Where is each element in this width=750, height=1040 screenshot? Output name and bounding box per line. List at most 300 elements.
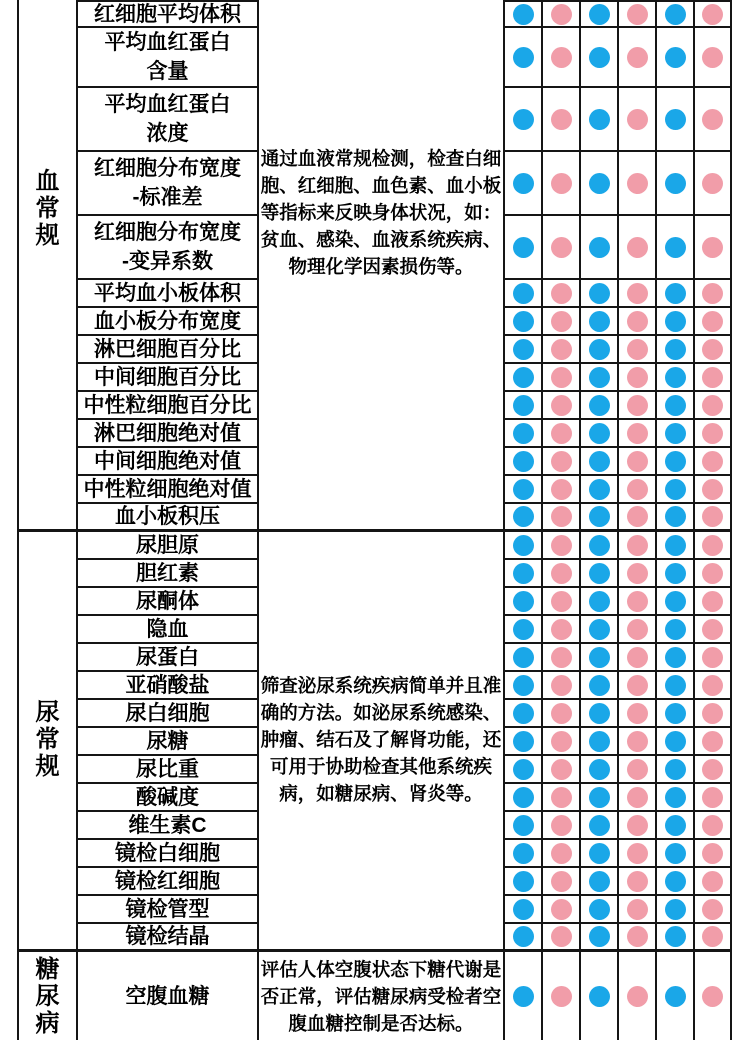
package-included-dot xyxy=(665,535,686,556)
description-line: 评估人体空腹状态下糖代谢是 xyxy=(260,958,502,980)
package-dot-cell xyxy=(657,532,695,560)
test-item-label: 血小板分布宽度 xyxy=(94,309,241,333)
package-included-dot xyxy=(665,451,686,472)
package-included-dot xyxy=(551,4,572,25)
package-included-dot xyxy=(513,451,534,472)
package-included-dot xyxy=(589,506,610,527)
test-item-label: 红细胞平均体积 xyxy=(94,2,241,26)
package-included-dot xyxy=(702,591,723,612)
package-dot-cell xyxy=(543,812,581,840)
package-dot-cell xyxy=(543,700,581,728)
package-included-dot xyxy=(551,173,572,194)
package-included-dot xyxy=(665,675,686,696)
package-dot-cell xyxy=(543,152,581,216)
package-included-dot xyxy=(551,283,572,304)
package-included-dot xyxy=(702,619,723,640)
package-dot-cell xyxy=(505,280,543,308)
package-included-dot xyxy=(702,109,723,130)
package-dot-cell xyxy=(581,532,619,560)
package-included-dot xyxy=(627,759,648,780)
test-item-cell xyxy=(78,216,259,280)
test-item-label: 镜检管型 xyxy=(125,897,210,921)
package-included-dot xyxy=(513,367,534,388)
test-item-cell xyxy=(78,784,259,812)
package-dot-cell xyxy=(695,896,732,924)
package-dot-cell xyxy=(581,588,619,616)
package-dot-cell xyxy=(619,280,657,308)
package-included-dot xyxy=(627,311,648,332)
package-dot-cell xyxy=(619,924,657,952)
package-included-dot xyxy=(551,787,572,808)
package-dot-cell xyxy=(695,532,732,560)
package-dot-cell xyxy=(657,152,695,216)
test-item-label: 含量 xyxy=(146,60,189,83)
package-included-dot xyxy=(702,173,723,194)
test-item-cell xyxy=(78,28,259,88)
package-included-dot xyxy=(627,367,648,388)
test-item-cell xyxy=(78,336,259,364)
package-dot-cell xyxy=(657,616,695,644)
package-dot-cell xyxy=(543,448,581,476)
package-dot-cell xyxy=(695,700,732,728)
package-dot-cell xyxy=(619,364,657,392)
package-included-dot xyxy=(513,4,534,25)
package-included-dot xyxy=(589,926,610,947)
test-item-label: 镜检白细胞 xyxy=(115,841,220,865)
package-dot-cell xyxy=(695,28,732,88)
package-included-dot xyxy=(551,899,572,920)
description-line: 通过血液常规检测，检查白细 xyxy=(260,148,502,169)
test-item-label: 尿糖 xyxy=(146,729,189,753)
package-included-dot xyxy=(665,591,686,612)
package-dot-cell xyxy=(695,868,732,896)
package-included-dot xyxy=(513,173,534,194)
test-item-cell xyxy=(78,924,259,952)
category-char: 规 xyxy=(35,222,60,249)
package-included-dot xyxy=(702,311,723,332)
package-included-dot xyxy=(551,395,572,416)
test-item-label: -变异系数 xyxy=(122,250,213,273)
package-dot-cell xyxy=(695,728,732,756)
package-included-dot xyxy=(665,367,686,388)
category-cell xyxy=(19,952,78,1040)
package-dot-cell xyxy=(581,756,619,784)
package-included-dot xyxy=(513,899,534,920)
package-dot-cell xyxy=(581,28,619,88)
test-item-cell xyxy=(78,616,259,644)
test-item-cell xyxy=(78,280,259,308)
package-dot-cell xyxy=(505,532,543,560)
package-dot-cell xyxy=(543,336,581,364)
package-dot-cell xyxy=(619,216,657,280)
package-dot-cell xyxy=(581,812,619,840)
package-dot-cell xyxy=(581,952,619,1040)
package-included-dot xyxy=(627,815,648,836)
package-dot-cell xyxy=(581,0,619,28)
description-line: 病，如糖尿病、肾炎等。 xyxy=(279,783,483,804)
package-included-dot xyxy=(627,109,648,130)
package-included-dot xyxy=(513,926,534,947)
package-included-dot xyxy=(627,479,648,500)
package-included-dot xyxy=(627,173,648,194)
package-included-dot xyxy=(513,339,534,360)
package-included-dot xyxy=(665,926,686,947)
package-included-dot xyxy=(589,109,610,130)
package-included-dot xyxy=(589,675,610,696)
package-dot-cell xyxy=(657,0,695,28)
package-included-dot xyxy=(551,479,572,500)
package-dot-cell xyxy=(695,672,732,700)
test-item-label: -标准差 xyxy=(132,186,203,209)
package-included-dot xyxy=(702,986,723,1007)
package-dot-cell xyxy=(581,280,619,308)
package-dot-cell xyxy=(619,952,657,1040)
package-included-dot xyxy=(627,237,648,258)
package-dot-cell xyxy=(657,840,695,868)
package-dot-cell xyxy=(657,216,695,280)
package-included-dot xyxy=(702,675,723,696)
test-item-label: 尿白细胞 xyxy=(125,701,210,725)
package-included-dot xyxy=(513,759,534,780)
package-included-dot xyxy=(627,899,648,920)
package-included-dot xyxy=(627,703,648,724)
package-dot-cell xyxy=(695,924,732,952)
package-dot-cell xyxy=(695,784,732,812)
category-char: 病 xyxy=(35,1009,60,1037)
package-dot-cell xyxy=(695,420,732,448)
package-dot-cell xyxy=(657,364,695,392)
package-dot-cell xyxy=(657,644,695,672)
package-dot-cell xyxy=(695,152,732,216)
package-dot-cell xyxy=(581,784,619,812)
package-dot-cell xyxy=(505,28,543,88)
package-dot-cell xyxy=(657,700,695,728)
package-included-dot xyxy=(627,4,648,25)
package-dot-cell xyxy=(505,868,543,896)
package-dot-cell xyxy=(543,364,581,392)
test-item-cell xyxy=(78,420,259,448)
test-item-label: 尿比重 xyxy=(136,757,199,781)
package-dot-cell xyxy=(657,420,695,448)
package-included-dot xyxy=(589,619,610,640)
package-dot-cell xyxy=(695,476,732,504)
category-cell xyxy=(19,0,78,532)
package-included-dot xyxy=(702,423,723,444)
package-included-dot xyxy=(627,339,648,360)
package-dot-cell xyxy=(543,588,581,616)
package-included-dot xyxy=(702,283,723,304)
package-dot-cell xyxy=(505,364,543,392)
package-included-dot xyxy=(513,675,534,696)
package-dot-cell xyxy=(695,216,732,280)
package-included-dot xyxy=(513,619,534,640)
package-dot-cell xyxy=(695,588,732,616)
test-item-label: 亚硝酸盐 xyxy=(125,673,210,697)
category-char: 常 xyxy=(35,195,60,222)
package-dot-cell xyxy=(543,392,581,420)
package-dot-cell xyxy=(657,476,695,504)
category-char: 血 xyxy=(35,168,60,195)
test-item-cell xyxy=(78,532,259,560)
package-dot-cell xyxy=(619,728,657,756)
package-dot-cell xyxy=(505,448,543,476)
package-included-dot xyxy=(513,479,534,500)
package-dot-cell xyxy=(619,392,657,420)
package-dot-cell xyxy=(543,504,581,532)
package-dot-cell xyxy=(657,448,695,476)
package-included-dot xyxy=(513,787,534,808)
test-item-cell xyxy=(78,504,259,532)
package-included-dot xyxy=(551,759,572,780)
package-dot-cell xyxy=(581,728,619,756)
package-included-dot xyxy=(513,506,534,527)
test-item-label: 淋巴细胞百分比 xyxy=(94,337,241,361)
category-char: 常 xyxy=(35,726,60,753)
package-included-dot xyxy=(665,563,686,584)
package-included-dot xyxy=(513,843,534,864)
package-included-dot xyxy=(665,283,686,304)
package-dot-cell xyxy=(505,952,543,1040)
package-included-dot xyxy=(589,759,610,780)
test-item-label: 尿胆原 xyxy=(136,533,199,557)
package-dot-cell xyxy=(695,280,732,308)
package-dot-cell xyxy=(543,560,581,588)
package-included-dot xyxy=(589,647,610,668)
test-item-cell xyxy=(78,700,259,728)
package-included-dot xyxy=(513,237,534,258)
package-included-dot xyxy=(702,395,723,416)
package-included-dot xyxy=(589,731,610,752)
package-included-dot xyxy=(589,986,610,1007)
package-dot-cell xyxy=(619,308,657,336)
test-item-cell xyxy=(78,476,259,504)
package-dot-cell xyxy=(505,216,543,280)
package-included-dot xyxy=(551,647,572,668)
package-included-dot xyxy=(513,647,534,668)
test-item-label: 隐血 xyxy=(146,617,189,641)
package-included-dot xyxy=(551,986,572,1007)
package-included-dot xyxy=(551,535,572,556)
test-item-label: 维生素C xyxy=(128,813,207,837)
package-dot-cell xyxy=(657,280,695,308)
package-included-dot xyxy=(665,871,686,892)
package-included-dot xyxy=(589,787,610,808)
package-dot-cell xyxy=(505,700,543,728)
package-dot-cell xyxy=(543,868,581,896)
package-dot-cell xyxy=(543,28,581,88)
package-included-dot xyxy=(702,339,723,360)
package-included-dot xyxy=(627,506,648,527)
package-dot-cell xyxy=(695,644,732,672)
package-included-dot xyxy=(513,871,534,892)
test-item-label: 浓度 xyxy=(146,122,189,145)
package-included-dot xyxy=(551,339,572,360)
package-dot-cell xyxy=(505,0,543,28)
package-included-dot xyxy=(702,815,723,836)
package-dot-cell xyxy=(619,784,657,812)
package-dot-cell xyxy=(619,672,657,700)
package-dot-cell xyxy=(581,868,619,896)
package-dot-cell xyxy=(695,560,732,588)
package-dot-cell xyxy=(695,952,732,1040)
category-cell xyxy=(19,532,78,952)
package-included-dot xyxy=(702,479,723,500)
package-included-dot xyxy=(627,47,648,68)
test-item-label: 红细胞分布宽度 xyxy=(94,221,241,244)
package-included-dot xyxy=(551,451,572,472)
description-line: 贫血、感染、血液系统疾病、 xyxy=(260,229,502,250)
package-included-dot xyxy=(589,703,610,724)
package-dot-cell xyxy=(581,336,619,364)
package-dot-cell xyxy=(619,532,657,560)
package-dot-cell xyxy=(581,700,619,728)
package-included-dot xyxy=(551,237,572,258)
package-dot-cell xyxy=(695,364,732,392)
package-included-dot xyxy=(702,843,723,864)
package-dot-cell xyxy=(543,88,581,152)
package-dot-cell xyxy=(695,504,732,532)
package-dot-cell xyxy=(581,896,619,924)
package-included-dot xyxy=(665,47,686,68)
package-dot-cell xyxy=(695,616,732,644)
package-dot-cell xyxy=(505,420,543,448)
package-dot-cell xyxy=(543,672,581,700)
test-item-label: 空腹血糖 xyxy=(125,984,210,1008)
package-dot-cell xyxy=(581,448,619,476)
test-item-label: 红细胞分布宽度 xyxy=(94,157,241,180)
package-dot-cell xyxy=(505,560,543,588)
package-included-dot xyxy=(665,899,686,920)
package-included-dot xyxy=(627,871,648,892)
package-dot-cell xyxy=(543,532,581,560)
package-dot-cell xyxy=(581,216,619,280)
package-dot-cell xyxy=(505,812,543,840)
category-char: 尿 xyxy=(35,699,60,726)
package-included-dot xyxy=(665,173,686,194)
package-included-dot xyxy=(513,703,534,724)
package-dot-cell xyxy=(695,840,732,868)
package-included-dot xyxy=(702,731,723,752)
package-dot-cell xyxy=(505,476,543,504)
package-included-dot xyxy=(627,986,648,1007)
package-dot-cell xyxy=(619,0,657,28)
package-dot-cell xyxy=(657,392,695,420)
package-dot-cell xyxy=(619,588,657,616)
package-included-dot xyxy=(589,173,610,194)
package-dot-cell xyxy=(619,336,657,364)
description-line: 可用于协助检查其他系统疾 xyxy=(269,756,492,777)
package-dot-cell xyxy=(505,336,543,364)
package-included-dot xyxy=(589,47,610,68)
package-included-dot xyxy=(513,47,534,68)
test-item-label: 中间细胞百分比 xyxy=(94,365,241,389)
package-dot-cell xyxy=(505,784,543,812)
package-included-dot xyxy=(627,423,648,444)
package-dot-cell xyxy=(657,308,695,336)
package-included-dot xyxy=(627,563,648,584)
category-char: 规 xyxy=(35,753,60,780)
package-dot-cell xyxy=(695,0,732,28)
package-dot-cell xyxy=(505,616,543,644)
package-dot-cell xyxy=(695,756,732,784)
test-item-cell xyxy=(78,0,259,28)
test-item-cell xyxy=(78,448,259,476)
test-item-cell xyxy=(78,952,259,1040)
test-item-cell xyxy=(78,672,259,700)
package-dot-cell xyxy=(657,336,695,364)
package-included-dot xyxy=(665,843,686,864)
package-included-dot xyxy=(513,731,534,752)
package-dot-cell xyxy=(543,728,581,756)
test-item-cell xyxy=(78,896,259,924)
test-item-cell xyxy=(78,728,259,756)
package-dot-cell xyxy=(657,756,695,784)
category-char: 尿 xyxy=(35,982,60,1010)
package-included-dot xyxy=(551,311,572,332)
package-included-dot xyxy=(665,986,686,1007)
package-included-dot xyxy=(551,731,572,752)
package-dot-cell xyxy=(581,616,619,644)
test-item-cell xyxy=(78,88,259,152)
package-dot-cell xyxy=(581,364,619,392)
description-cell xyxy=(259,532,505,952)
package-dot-cell xyxy=(619,28,657,88)
package-included-dot xyxy=(702,4,723,25)
package-dot-cell xyxy=(505,644,543,672)
package-included-dot xyxy=(702,367,723,388)
package-included-dot xyxy=(665,339,686,360)
package-dot-cell xyxy=(505,588,543,616)
package-included-dot xyxy=(627,451,648,472)
package-dot-cell xyxy=(505,308,543,336)
package-dot-cell xyxy=(619,88,657,152)
package-dot-cell xyxy=(657,924,695,952)
package-dot-cell xyxy=(543,280,581,308)
package-included-dot xyxy=(627,926,648,947)
package-included-dot xyxy=(589,283,610,304)
package-included-dot xyxy=(589,591,610,612)
description-line: 等指标来反映身体状况，如： xyxy=(260,202,502,223)
category-char: 糖 xyxy=(35,955,60,983)
package-dot-cell xyxy=(543,616,581,644)
package-included-dot xyxy=(702,899,723,920)
package-dot-cell xyxy=(505,840,543,868)
package-included-dot xyxy=(665,4,686,25)
description-line: 胞、红细胞、血色素、血小板 xyxy=(260,175,502,196)
package-included-dot xyxy=(665,311,686,332)
package-included-dot xyxy=(589,535,610,556)
package-dot-cell xyxy=(657,560,695,588)
package-dot-cell xyxy=(695,392,732,420)
test-item-label: 平均血红蛋白 xyxy=(104,31,231,54)
package-included-dot xyxy=(513,283,534,304)
test-item-cell xyxy=(78,588,259,616)
package-dot-cell xyxy=(695,336,732,364)
package-dot-cell xyxy=(619,560,657,588)
package-dot-cell xyxy=(581,392,619,420)
package-dot-cell xyxy=(695,88,732,152)
description-line: 物理化学因素损伤等。 xyxy=(288,256,474,277)
description-cell xyxy=(259,0,505,532)
package-dot-cell xyxy=(581,560,619,588)
package-dot-cell xyxy=(505,672,543,700)
test-item-cell xyxy=(78,308,259,336)
package-included-dot xyxy=(551,703,572,724)
package-dot-cell xyxy=(505,504,543,532)
package-dot-cell xyxy=(695,308,732,336)
package-dot-cell xyxy=(619,420,657,448)
test-item-label: 尿酮体 xyxy=(136,589,199,613)
